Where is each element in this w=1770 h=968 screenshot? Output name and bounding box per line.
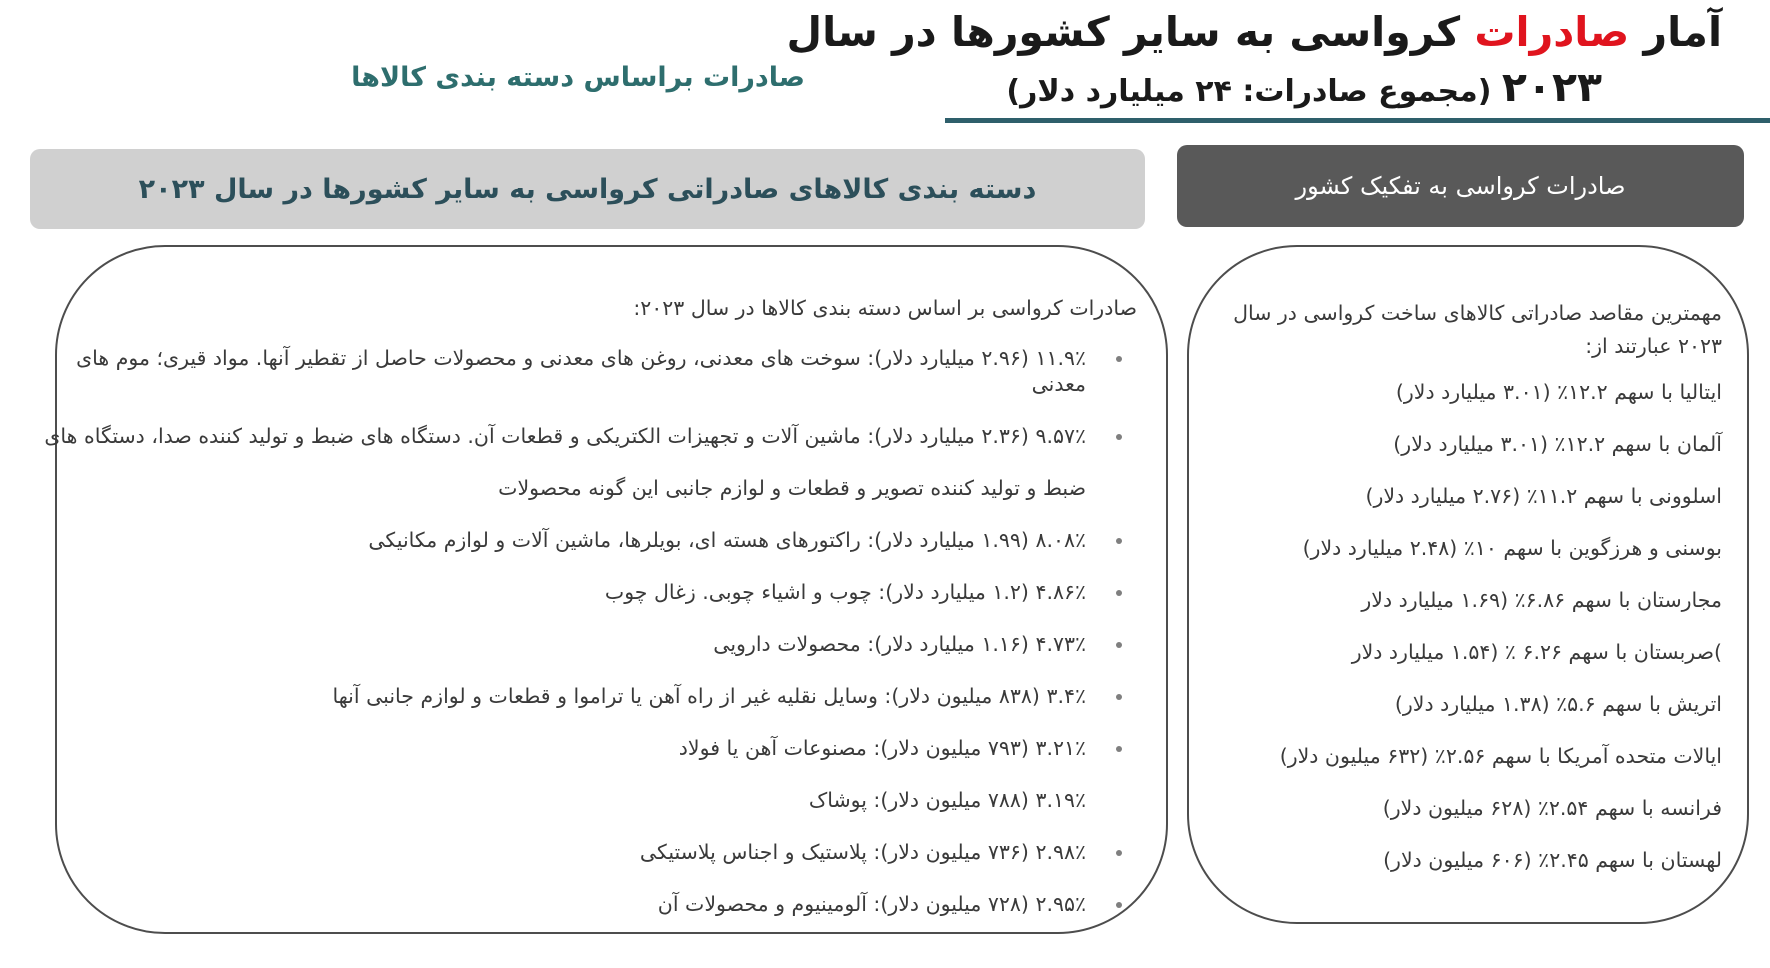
list-item: ایالات متحده آمریکا با سهم ۲.۵۶٪ (۶۳۲ میلیون دلار) [1279,744,1722,768]
list-item: آلمان با سهم ۱۲.۲٪ (۳.۰۱ میلیارد دلار) [1393,432,1722,456]
list-item [39,787,1124,813]
list-item [39,631,1124,657]
title-year: ۲۰۲۳ [1501,63,1602,111]
goods-category-header: دسته بندی کالاهای صادراتی کرواسی به سایر کشورها در سال ۲۰۲۳ [30,149,1145,229]
bullet-icon [1116,434,1122,440]
list-item-text: ۴.۸۶٪ (۱.۲ میلیارد دلار): چوب و اشیاء چوبی. زغال چوب [604,580,1086,604]
bullet-icon [1116,356,1122,362]
bullet-icon [1116,850,1122,856]
title-suffix: کرواسی به سایر کشورها در سال [786,8,1475,56]
countries-list [1192,379,1722,899]
list-item [39,345,1124,397]
list-item: لهستان با سهم ۲.۴۵٪ (۶۰۶ میلیون دلار) [1383,848,1722,872]
title-line-1 [786,4,1722,60]
goods-list [39,345,1124,943]
list-item [39,579,1124,605]
list-item: )صربستان با سهم ۶.۲۶ ٪ (۱.۵۴ میلیارد دلار [1351,640,1722,664]
list-item: فرانسه با سهم ۲.۵۴٪ (۶۲۸ میلیون دلار) [1382,796,1722,820]
bullet-icon [1116,746,1122,752]
list-item-text: ۳.۴٪ (۸۳۸ میلیون دلار): وسایل نقلیه غیر از راه آهن یا تراموا و قطعات و لوازم جانبی آنها [332,684,1086,708]
page-title [786,4,1722,119]
list-item [39,735,1124,761]
list-item-text: ۲.۹۵٪ (۷۲۸ میلیون دلار): آلومینیوم و محصولات آن [657,892,1086,916]
country-exports-header: صادرات کرواسی به تفکیک کشور [1177,145,1744,227]
list-item: ایتالیا با سهم ۱۲.۲٪ (۳.۰۱ میلیارد دلار) [1395,380,1722,404]
list-item [39,891,1124,917]
list-item: اتریش با سهم ۵.۶٪ (۱.۳۸ میلیارد دلار) [1394,692,1722,716]
list-item [39,527,1124,553]
title-prefix: آمار [1629,8,1722,56]
list-item: اسلوونی با سهم ۱۱.۲٪ (۲.۷۶ میلیارد دلار) [1365,484,1722,508]
list-item-text: ۴.۷۳٪ (۱.۱۶ میلیارد دلار): محصولات دارویی [713,632,1086,656]
bullet-icon [1116,590,1122,596]
list-item [39,683,1124,709]
title-underline [945,118,1770,123]
list-item-text: ۲.۹۸٪ (۷۳۶ میلیون دلار): پلاستیک و اجناس پلاستیکی [639,840,1086,864]
list-item-text: ۱۱.۹٪ (۲.۹۶ میلیارد دلار): سوخت های معدنی، روغن های معدنی و محصولات حاصل از تقطیر آنها. مواد قیری؛ موم های معدنی [76,346,1086,396]
list-item: مجارستان با سهم ۶.۸۶٪ (۱.۶۹ میلیارد دلار [1361,588,1722,612]
title-total-exports: (مجموع صادرات: ۲۴ میلیارد دلار) [1006,74,1502,109]
bullet-icon [1116,538,1122,544]
countries-intro: مهمترین مقاصد صادراتی کالاهای ساخت کرواسی در سال ۲۰۲۳ عبارتند از: [1233,301,1722,358]
list-item-text: ۳.۲۱٪ (۷۹۳ میلیون دلار): مصنوعات آهن یا فولاد [678,736,1086,760]
goods-intro: صادرات کرواسی بر اساس دسته بندی کالاها در سال ۲۰۲۳: [633,296,1137,320]
title-highlight: صادرات [1474,8,1630,56]
title-line-2 [822,60,1602,119]
bullet-icon [1116,694,1122,700]
list-item-text: ۳.۱۹٪ (۷۸۸ میلیون دلار): پوشاک [808,788,1086,812]
bullet-icon [1116,642,1122,648]
list-item [39,839,1124,865]
list-item: بوسنی و هرزگوین با سهم ۱۰٪ (۲.۴۸ میلیارد دلار) [1302,536,1722,560]
list-item-text: ۹.۵۷٪ (۲.۳۶ میلیارد دلار): ماشین آلات و تجهیزات الکتریکی و قطعات آن. دستگاه های ضبط و تولید کننده صدا، دستگاه های ضبط و تولید کننده تصویر و قطعات و لوازم جانبی این گونه محصولات [44,424,1086,500]
list-item [39,410,1124,514]
section-caption: صادرات براساس دسته بندی کالاها [351,62,805,93]
list-item-text: ۸.۰۸٪ (۱.۹۹ میلیارد دلار): راکتورهای هسته ای، بویلرها، ماشین آلات و لوازم مکانیکی [368,528,1086,552]
bullet-icon [1116,902,1122,908]
